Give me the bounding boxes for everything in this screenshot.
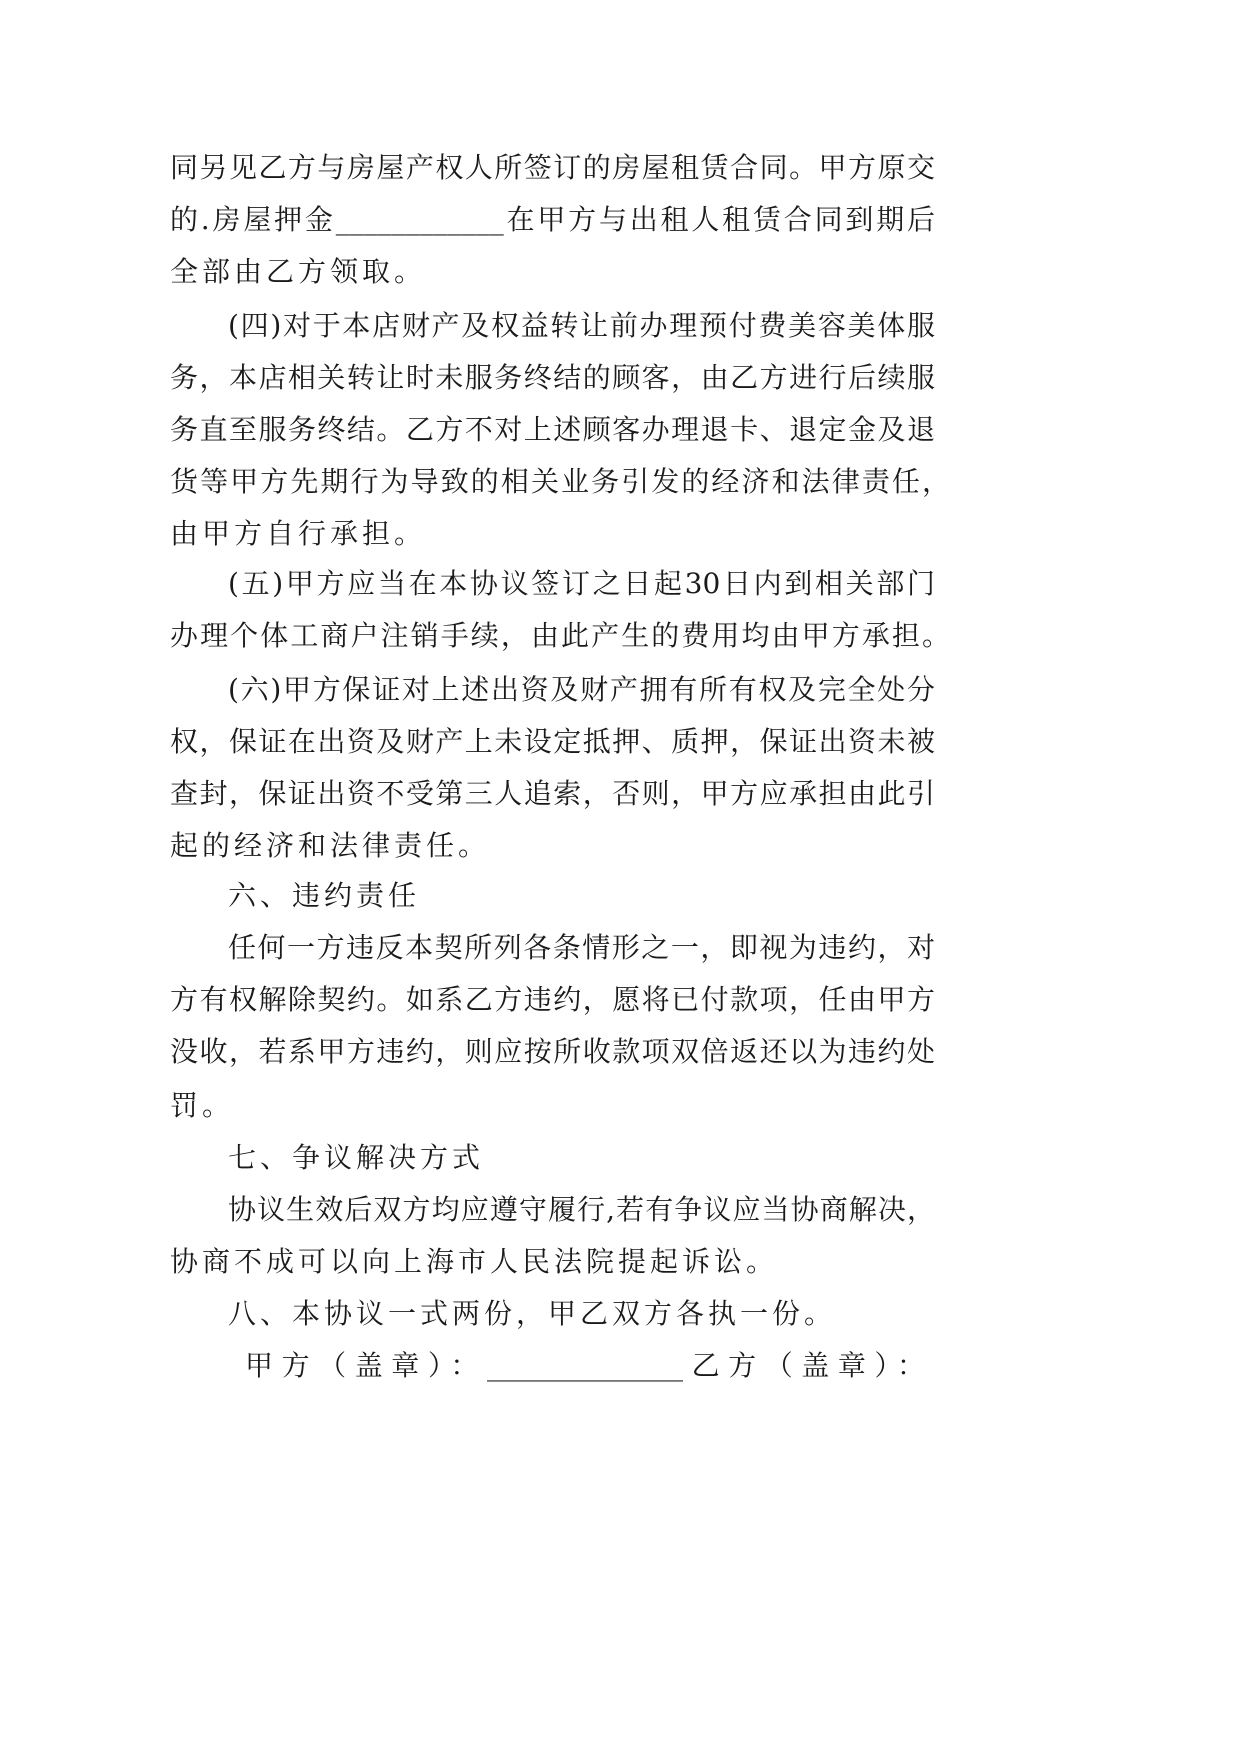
section-6-heading: 六、违约责任 <box>228 879 421 912</box>
text-line: 由甲方自行承担。 <box>170 517 427 550</box>
text-line: 起的经济和法律责任。 <box>170 829 491 862</box>
text-line: 方有权解除契约。如系乙方违约，愿将已付款项，任由甲方 <box>170 983 935 1016</box>
text-line: 协议生效后双方均应遵守履行,若有争议应当协商解决， <box>228 1193 935 1226</box>
signature-line: 甲方（盖章）：______________乙方（盖章）： <box>245 1349 925 1382</box>
clause-6-heading-line: (六)甲方保证对上述出资及财产拥有所有权及完全处分 <box>228 673 935 706</box>
text-line: 全部由乙方领取。 <box>170 255 427 288</box>
clause-5-heading-line: (五)甲方应当在本协议签订之日起30日内到相关部门 <box>228 567 935 600</box>
text-line: 货等甲方先期行为导致的相关业务引发的经济和法律责任， <box>170 465 950 498</box>
section-8-line: 八、本协议一式两份，甲乙双方各执一份。 <box>228 1297 837 1330</box>
text-line: 权，保证在出资及财产上未设定抵押、质押，保证出资未被 <box>170 725 935 758</box>
text-line: 协商不成可以向上海市人民法院提起诉讼。 <box>170 1245 779 1278</box>
text-line: 办理个体工商户注销手续，由此产生的费用均由甲方承担。 <box>170 619 950 652</box>
text-line: 务直至服务终结。乙方不对上述顾客办理退卡、退定金及退 <box>170 413 935 446</box>
section-7-heading: 七、争议解决方式 <box>228 1141 485 1174</box>
text-line: 任何一方违反本契所列各条情形之一，即视为违约，对 <box>228 931 935 964</box>
text-line: 务，本店相关转让时未服务终结的顾客，由乙方进行后续服 <box>170 361 935 394</box>
text-line: 的.房屋押金____________在甲方与出租人租赁合同到期后 <box>170 203 935 236</box>
text-line: 罚。 <box>170 1089 235 1122</box>
text-line: 同另见乙方与房屋产权人所签订的房屋租赁合同。甲方原交 <box>170 151 935 184</box>
text-line: 没收，若系甲方违约，则应按所收款项双倍返还以为违约处 <box>170 1035 935 1068</box>
clause-4-heading-line: (四)对于本店财产及权益转让前办理预付费美容美体服 <box>228 309 935 342</box>
text-line: 查封，保证出资不受第三人追索，否则，甲方应承担由此引 <box>170 777 935 810</box>
